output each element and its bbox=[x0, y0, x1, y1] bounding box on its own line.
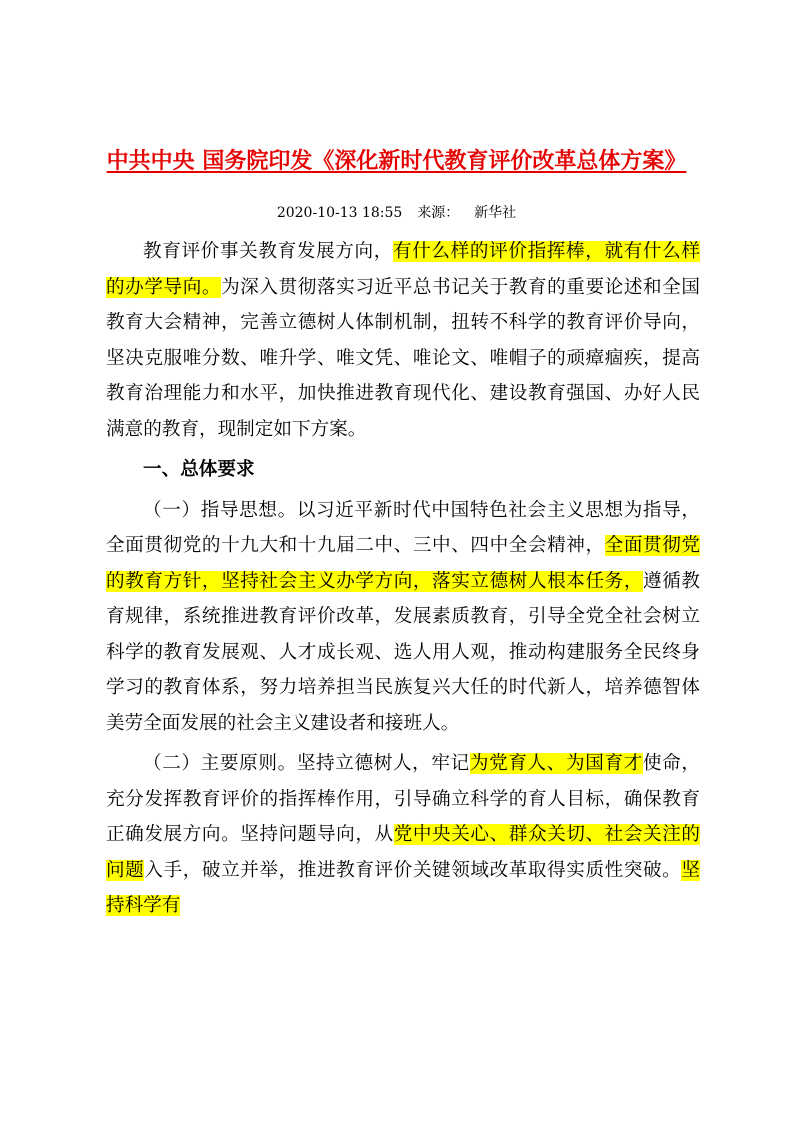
source-label: 来源： bbox=[417, 205, 460, 221]
para2-text-2: 使命，充分发挥教育评价的指挥棒作用，引导确立科学的育人目标，确保教育正确发展方向。坚持问题导向，从 bbox=[106, 753, 700, 845]
section-heading-general-requirements: 一、总体要求 bbox=[143, 459, 255, 480]
intro-highlight-1: 有什么样的评价指挥棒，就有什么样的办学导向。 bbox=[106, 241, 700, 298]
para2-highlight-1: 为党育人、为国育才 bbox=[469, 753, 643, 774]
document-title: 中共中央 国务院印发《深化新时代教育评价改革总体方案》 bbox=[106, 148, 687, 174]
intro-text-2: 为深入贯彻落实习近平总书记关于教育的重要论述和全国教育大会精神，完善立德树人体制机制，扭转不科学的教育评价导向，坚决克服唯分数、唯升学、唯文凭、唯论文、唯帽子的顽瘴痼疾，提高教育治理能力和水平，加快推进教育现代化、建设教育强国、办好人民满意的教育，现制定如下方案。 bbox=[106, 276, 700, 440]
article-meta bbox=[90, 203, 703, 223]
main-principles-paragraph bbox=[106, 746, 700, 924]
para2-highlight-3: 坚持科学有 bbox=[106, 859, 700, 916]
para2-highlight-2: 党中央关心、群众关切、社会关注的问题 bbox=[106, 824, 700, 881]
intro-paragraph bbox=[106, 234, 700, 447]
para1-text-1: （一）指导思想。以习近平新时代中国特色社会主义思想为指导，全面贯彻党的十九大和十九届二中、三中、四中全会精神， bbox=[106, 499, 700, 556]
intro-text-1: 教育评价事关教育发展方向， bbox=[143, 241, 393, 262]
para1-text-2: 遵循教育规律，系统推进教育评价改革，发展素质教育，引导全党全社会树立科学的教育发展观、人才成长观、选人用人观，推动构建服务全民终身学习的教育体系，努力培养担当民族复兴大任的时代新人，培养德智体美劳全面发展的社会主义建设者和接班人。 bbox=[106, 570, 700, 734]
publish-datetime: 2020-10-13 18:55 bbox=[276, 205, 403, 221]
para2-text-3: 入手，破立并举，推进教育评价关键领域改革取得实质性突破。 bbox=[144, 859, 682, 881]
para2-text-1: （二）主要原则。坚持立德树人，牢记 bbox=[143, 753, 470, 774]
document-body bbox=[106, 234, 700, 924]
source-name: 新华社 bbox=[474, 205, 517, 221]
guiding-thought-paragraph bbox=[106, 493, 700, 742]
para1-highlight-1: 全面贯彻党的教育方针，坚持社会主义办学方向，落实立德树人根本任务， bbox=[106, 535, 700, 592]
